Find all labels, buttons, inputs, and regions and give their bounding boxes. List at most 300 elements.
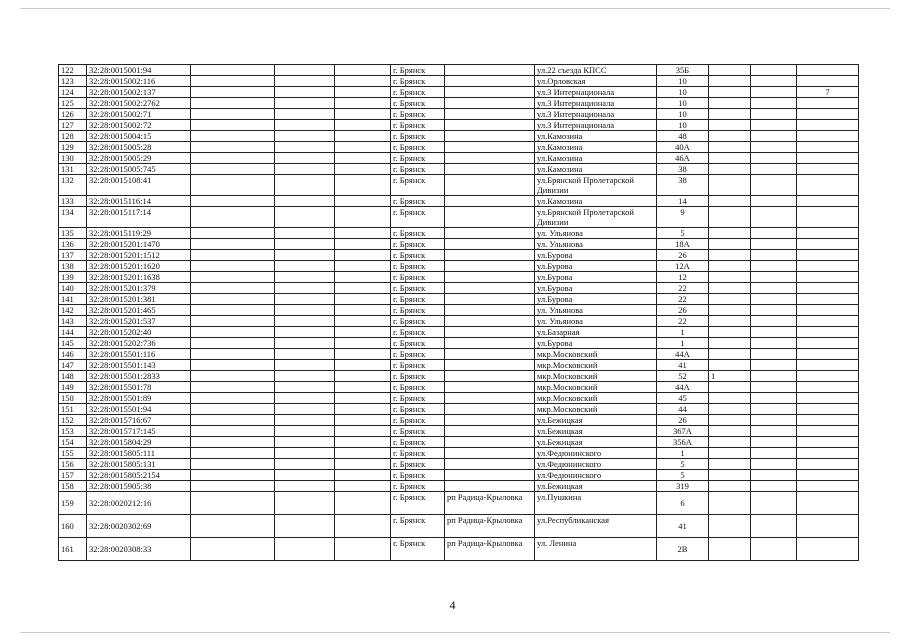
cell-n: 136 xyxy=(59,239,87,250)
cell-empty xyxy=(191,98,275,109)
cell-c7 xyxy=(709,76,751,87)
cell-n: 150 xyxy=(59,393,87,404)
cell-house: 44А xyxy=(657,382,709,393)
cell-city: г. Брянск xyxy=(391,338,445,349)
cell-empty xyxy=(191,207,275,228)
cell-n: 137 xyxy=(59,250,87,261)
cell-c9 xyxy=(797,65,859,76)
cell-c9 xyxy=(797,294,859,305)
cell-n: 145 xyxy=(59,338,87,349)
cell-empty xyxy=(335,196,391,207)
cell-empty xyxy=(275,207,335,228)
cell-dist: рп Радица-Крыловка xyxy=(445,492,535,515)
cell-n: 143 xyxy=(59,316,87,327)
cell-street: ул.3 Интернационала xyxy=(535,109,657,120)
cell-cad: 32:28:0015201:1470 xyxy=(87,239,191,250)
cell-empty xyxy=(335,448,391,459)
cell-city: г. Брянск xyxy=(391,349,445,360)
cell-c8 xyxy=(751,404,797,415)
cell-c8 xyxy=(751,515,797,538)
cell-empty xyxy=(335,459,391,470)
table-row xyxy=(59,459,859,470)
cell-c9 xyxy=(797,142,859,153)
cell-cad: 32:28:0015201:379 xyxy=(87,283,191,294)
cell-c9 xyxy=(797,538,859,561)
cell-street: ул.Пушкина xyxy=(535,492,657,515)
cell-c9 xyxy=(797,360,859,371)
cell-c9 xyxy=(797,437,859,448)
table-row xyxy=(59,426,859,437)
cell-city: г. Брянск xyxy=(391,327,445,338)
cell-dist xyxy=(445,371,535,382)
cell-city: г. Брянск xyxy=(391,360,445,371)
cell-c9 xyxy=(797,404,859,415)
cell-c7 xyxy=(709,261,751,272)
cell-street: ул.Брянской Пролетарской Дивизии xyxy=(535,175,657,196)
cell-house: 52 xyxy=(657,371,709,382)
cell-empty xyxy=(191,131,275,142)
cell-city: г. Брянск xyxy=(391,76,445,87)
cell-dist xyxy=(445,239,535,250)
cell-dist xyxy=(445,207,535,228)
cell-n: 155 xyxy=(59,448,87,459)
cell-empty xyxy=(191,76,275,87)
cell-c9 xyxy=(797,316,859,327)
table-row xyxy=(59,515,859,538)
cell-c9 xyxy=(797,382,859,393)
cell-empty xyxy=(335,283,391,294)
page-number: 4 xyxy=(449,598,456,612)
cell-city: г. Брянск xyxy=(391,415,445,426)
cell-c8 xyxy=(751,492,797,515)
cell-street: ул. Ульянова xyxy=(535,305,657,316)
table-row xyxy=(59,109,859,120)
cell-n: 139 xyxy=(59,272,87,283)
cell-dist xyxy=(445,120,535,131)
cell-street: ул.3 Интернационала xyxy=(535,87,657,98)
cell-c8 xyxy=(751,120,797,131)
cell-empty xyxy=(335,382,391,393)
cell-cad: 32:28:0015501:116 xyxy=(87,349,191,360)
cell-empty xyxy=(335,538,391,561)
cell-city: г. Брянск xyxy=(391,404,445,415)
cell-empty xyxy=(275,404,335,415)
cell-street: ул. Ульянова xyxy=(535,228,657,239)
cell-c9 xyxy=(797,131,859,142)
cell-street: мкр.Московский xyxy=(535,404,657,415)
cell-empty xyxy=(191,196,275,207)
table-row xyxy=(59,87,859,98)
cell-empty xyxy=(275,76,335,87)
cell-c7 xyxy=(709,305,751,316)
cell-c8 xyxy=(751,448,797,459)
cell-house: 10 xyxy=(657,120,709,131)
cell-c9 xyxy=(797,415,859,426)
cell-empty xyxy=(275,196,335,207)
cell-c9 xyxy=(797,261,859,272)
cell-c9 xyxy=(797,207,859,228)
cell-empty xyxy=(335,415,391,426)
table-row xyxy=(59,207,859,228)
cell-empty xyxy=(191,459,275,470)
cell-c7 xyxy=(709,338,751,349)
cell-c8 xyxy=(751,164,797,175)
table-row xyxy=(59,272,859,283)
cell-house: 35Б xyxy=(657,65,709,76)
cell-empty xyxy=(335,76,391,87)
cell-n: 132 xyxy=(59,175,87,196)
cell-street: ул.Брянской Пролетарской Дивизии xyxy=(535,207,657,228)
cell-house: 45 xyxy=(657,393,709,404)
cell-n: 122 xyxy=(59,65,87,76)
cell-empty xyxy=(335,250,391,261)
cell-n: 158 xyxy=(59,481,87,492)
cell-dist xyxy=(445,294,535,305)
cell-c7 xyxy=(709,164,751,175)
cell-c8 xyxy=(751,360,797,371)
cell-house: 22 xyxy=(657,283,709,294)
cell-empty xyxy=(335,305,391,316)
cell-dist xyxy=(445,393,535,404)
table-row xyxy=(59,98,859,109)
cell-house: 10 xyxy=(657,76,709,87)
cell-empty xyxy=(335,492,391,515)
cell-city: г. Брянск xyxy=(391,283,445,294)
cell-c7 xyxy=(709,196,751,207)
cell-empty xyxy=(275,153,335,164)
cell-street: ул.Федюнинского xyxy=(535,459,657,470)
cell-empty xyxy=(335,437,391,448)
table-row xyxy=(59,294,859,305)
cell-empty xyxy=(275,98,335,109)
cell-n: 159 xyxy=(59,492,87,515)
cell-n: 128 xyxy=(59,131,87,142)
cell-dist xyxy=(445,228,535,239)
cell-house: 5 xyxy=(657,470,709,481)
table-row xyxy=(59,415,859,426)
cell-cad: 32:28:0015716:67 xyxy=(87,415,191,426)
cell-street: ул.Бурова xyxy=(535,272,657,283)
table-row xyxy=(59,153,859,164)
cell-city: г. Брянск xyxy=(391,261,445,272)
cell-n: 124 xyxy=(59,87,87,98)
cell-dist: рп Радица-Крыловка xyxy=(445,515,535,538)
cell-cad: 32:28:0015501:89 xyxy=(87,393,191,404)
cell-n: 156 xyxy=(59,459,87,470)
cell-empty xyxy=(191,415,275,426)
cell-c8 xyxy=(751,459,797,470)
cell-c9 xyxy=(797,228,859,239)
cell-c8 xyxy=(751,76,797,87)
cell-city: г. Брянск xyxy=(391,371,445,382)
cell-n: 154 xyxy=(59,437,87,448)
cell-city: г. Брянск xyxy=(391,470,445,481)
cell-city: г. Брянск xyxy=(391,481,445,492)
cell-c7 xyxy=(709,481,751,492)
cell-empty xyxy=(275,481,335,492)
cell-c7 xyxy=(709,65,751,76)
cell-empty xyxy=(191,316,275,327)
cell-c8 xyxy=(751,437,797,448)
cell-c7 xyxy=(709,87,751,98)
cell-dist xyxy=(445,448,535,459)
cell-c7 xyxy=(709,250,751,261)
cell-c8 xyxy=(751,470,797,481)
cell-street: ул.3 Интернационала xyxy=(535,120,657,131)
cell-c8 xyxy=(751,294,797,305)
cell-n: 123 xyxy=(59,76,87,87)
cell-empty xyxy=(275,87,335,98)
cell-cad: 32:28:0015001:94 xyxy=(87,65,191,76)
cell-street: мкр.Московский xyxy=(535,382,657,393)
cell-c9 xyxy=(797,120,859,131)
cell-cad: 32:28:0015201:1638 xyxy=(87,272,191,283)
cell-empty xyxy=(191,142,275,153)
cell-empty xyxy=(335,207,391,228)
cell-empty xyxy=(275,294,335,305)
register-rows xyxy=(59,65,859,561)
cell-empty xyxy=(335,239,391,250)
cell-house: 1 xyxy=(657,448,709,459)
cell-empty xyxy=(275,327,335,338)
table-row xyxy=(59,142,859,153)
cell-dist xyxy=(445,415,535,426)
cell-empty xyxy=(275,393,335,404)
cell-c7 xyxy=(709,153,751,164)
cell-city: г. Брянск xyxy=(391,109,445,120)
cell-city: г. Брянск xyxy=(391,131,445,142)
cell-n: 147 xyxy=(59,360,87,371)
cell-c8 xyxy=(751,393,797,404)
cell-dist xyxy=(445,316,535,327)
cell-dist xyxy=(445,349,535,360)
cell-cad: 32:28:0015202:736 xyxy=(87,338,191,349)
cell-c8 xyxy=(751,109,797,120)
cell-empty xyxy=(275,538,335,561)
document-page xyxy=(58,64,858,561)
table-row xyxy=(59,131,859,142)
cell-house: 46А xyxy=(657,153,709,164)
cell-city: г. Брянск xyxy=(391,538,445,561)
cell-cad: 32:28:0015005:28 xyxy=(87,142,191,153)
cell-n: 144 xyxy=(59,327,87,338)
cell-c8 xyxy=(751,426,797,437)
cell-cad: 32:28:0015201:381 xyxy=(87,294,191,305)
cell-c8 xyxy=(751,87,797,98)
cell-c7 xyxy=(709,294,751,305)
cell-city: г. Брянск xyxy=(391,87,445,98)
cell-c8 xyxy=(751,316,797,327)
cell-cad: 32:28:0020308:33 xyxy=(87,538,191,561)
cell-n: 127 xyxy=(59,120,87,131)
cell-empty xyxy=(335,142,391,153)
cell-city: г. Брянск xyxy=(391,492,445,515)
cell-c8 xyxy=(751,371,797,382)
table-row xyxy=(59,393,859,404)
cell-dist xyxy=(445,109,535,120)
cell-empty xyxy=(335,65,391,76)
cell-c7 xyxy=(709,393,751,404)
cell-cad: 32:28:0015501:2833 xyxy=(87,371,191,382)
cell-empty xyxy=(191,404,275,415)
cell-empty xyxy=(335,131,391,142)
cell-empty xyxy=(191,360,275,371)
cell-empty xyxy=(275,371,335,382)
cell-empty xyxy=(335,98,391,109)
cell-dist xyxy=(445,283,535,294)
cell-street: ул.Бурова xyxy=(535,294,657,305)
cell-empty xyxy=(275,305,335,316)
cell-dist: рп Радица-Крыловка xyxy=(445,538,535,561)
table-row xyxy=(59,404,859,415)
cell-house: 367А xyxy=(657,426,709,437)
cell-c9 xyxy=(797,175,859,196)
cell-cad: 32:28:0015501:78 xyxy=(87,382,191,393)
cell-house: 5 xyxy=(657,459,709,470)
cell-empty xyxy=(191,371,275,382)
cell-c7 xyxy=(709,515,751,538)
cell-empty xyxy=(191,305,275,316)
cell-street: ул.Бурова xyxy=(535,261,657,272)
cell-dist xyxy=(445,426,535,437)
cell-house: 44А xyxy=(657,349,709,360)
cell-empty xyxy=(275,360,335,371)
cell-empty xyxy=(275,448,335,459)
cell-dist xyxy=(445,65,535,76)
cell-street: ул.Бурова xyxy=(535,338,657,349)
cell-city: г. Брянск xyxy=(391,196,445,207)
cell-city: г. Брянск xyxy=(391,207,445,228)
cell-empty xyxy=(191,538,275,561)
cell-c9: 7 xyxy=(797,87,859,98)
cell-dist xyxy=(445,272,535,283)
cell-cad: 32:28:0020212:16 xyxy=(87,492,191,515)
cell-cad: 32:28:0015805:111 xyxy=(87,448,191,459)
cell-empty xyxy=(191,492,275,515)
cell-city: г. Брянск xyxy=(391,65,445,76)
cell-house: 10 xyxy=(657,98,709,109)
cell-city: г. Брянск xyxy=(391,393,445,404)
cell-street: ул.Камозина xyxy=(535,142,657,153)
cell-empty xyxy=(275,415,335,426)
cell-cad: 32:28:0015805:131 xyxy=(87,459,191,470)
cell-city: г. Брянск xyxy=(391,305,445,316)
cell-c7 xyxy=(709,207,751,228)
cell-house: 2В xyxy=(657,538,709,561)
cell-empty xyxy=(275,316,335,327)
cell-c8 xyxy=(751,538,797,561)
cell-n: 152 xyxy=(59,415,87,426)
cell-city: г. Брянск xyxy=(391,250,445,261)
cell-dist xyxy=(445,360,535,371)
cell-c9 xyxy=(797,283,859,294)
cell-empty xyxy=(191,437,275,448)
cell-empty xyxy=(275,283,335,294)
cell-city: г. Брянск xyxy=(391,426,445,437)
cell-city: г. Брянск xyxy=(391,153,445,164)
cell-dist xyxy=(445,481,535,492)
cell-c7 xyxy=(709,415,751,426)
cell-empty xyxy=(335,261,391,272)
cell-c8 xyxy=(751,98,797,109)
cell-empty xyxy=(191,228,275,239)
cell-c9 xyxy=(797,470,859,481)
cell-c7 xyxy=(709,404,751,415)
cell-dist xyxy=(445,196,535,207)
cell-city: г. Брянск xyxy=(391,142,445,153)
cell-street: ул.22 съезда КПСС xyxy=(535,65,657,76)
cell-n: 134 xyxy=(59,207,87,228)
cell-c7 xyxy=(709,538,751,561)
cell-c8 xyxy=(751,142,797,153)
table-row xyxy=(59,360,859,371)
cell-street: ул.Федюнинского xyxy=(535,448,657,459)
cell-c7 xyxy=(709,239,751,250)
cell-c7 xyxy=(709,142,751,153)
cell-cad: 32:28:0015202:40 xyxy=(87,327,191,338)
cell-c9 xyxy=(797,305,859,316)
cell-empty xyxy=(275,272,335,283)
cell-c8 xyxy=(751,65,797,76)
cell-cad: 32:28:0015005:29 xyxy=(87,153,191,164)
cell-c8 xyxy=(751,196,797,207)
cell-empty xyxy=(191,393,275,404)
cell-c7 xyxy=(709,349,751,360)
table-row xyxy=(59,283,859,294)
cell-c9 xyxy=(797,239,859,250)
cell-c8 xyxy=(751,131,797,142)
cell-c7 xyxy=(709,426,751,437)
table-row xyxy=(59,316,859,327)
cell-cad: 32:28:0015002:71 xyxy=(87,109,191,120)
cell-street: ул.Республиканская xyxy=(535,515,657,538)
cell-cad: 32:28:0015004:15 xyxy=(87,131,191,142)
cell-empty xyxy=(335,338,391,349)
cell-cad: 32:28:0015119:29 xyxy=(87,228,191,239)
cell-empty xyxy=(191,109,275,120)
cell-c7 xyxy=(709,316,751,327)
cell-house: 38 xyxy=(657,164,709,175)
cell-empty xyxy=(335,470,391,481)
cell-street: ул. Ленина xyxy=(535,538,657,561)
cell-house: 41 xyxy=(657,360,709,371)
cell-dist xyxy=(445,470,535,481)
cell-dist xyxy=(445,153,535,164)
cell-city: г. Брянск xyxy=(391,459,445,470)
cell-cad: 32:28:0015002:72 xyxy=(87,120,191,131)
cell-n: 142 xyxy=(59,305,87,316)
cell-empty xyxy=(191,153,275,164)
cell-street: мкр.Московский xyxy=(535,349,657,360)
cell-house: 1 xyxy=(657,338,709,349)
cell-empty xyxy=(191,283,275,294)
cell-cad: 32:28:0020302:69 xyxy=(87,515,191,538)
cell-empty xyxy=(335,228,391,239)
cell-empty xyxy=(191,250,275,261)
cell-c8 xyxy=(751,349,797,360)
cell-city: г. Брянск xyxy=(391,272,445,283)
cell-c8 xyxy=(751,415,797,426)
cell-c7 xyxy=(709,327,751,338)
cell-c8 xyxy=(751,382,797,393)
cell-empty xyxy=(335,87,391,98)
cell-empty xyxy=(275,131,335,142)
cell-c7 xyxy=(709,228,751,239)
cell-empty xyxy=(275,120,335,131)
cell-c8 xyxy=(751,305,797,316)
cell-street: ул.Базарная xyxy=(535,327,657,338)
cell-cad: 32:28:0015717:145 xyxy=(87,426,191,437)
